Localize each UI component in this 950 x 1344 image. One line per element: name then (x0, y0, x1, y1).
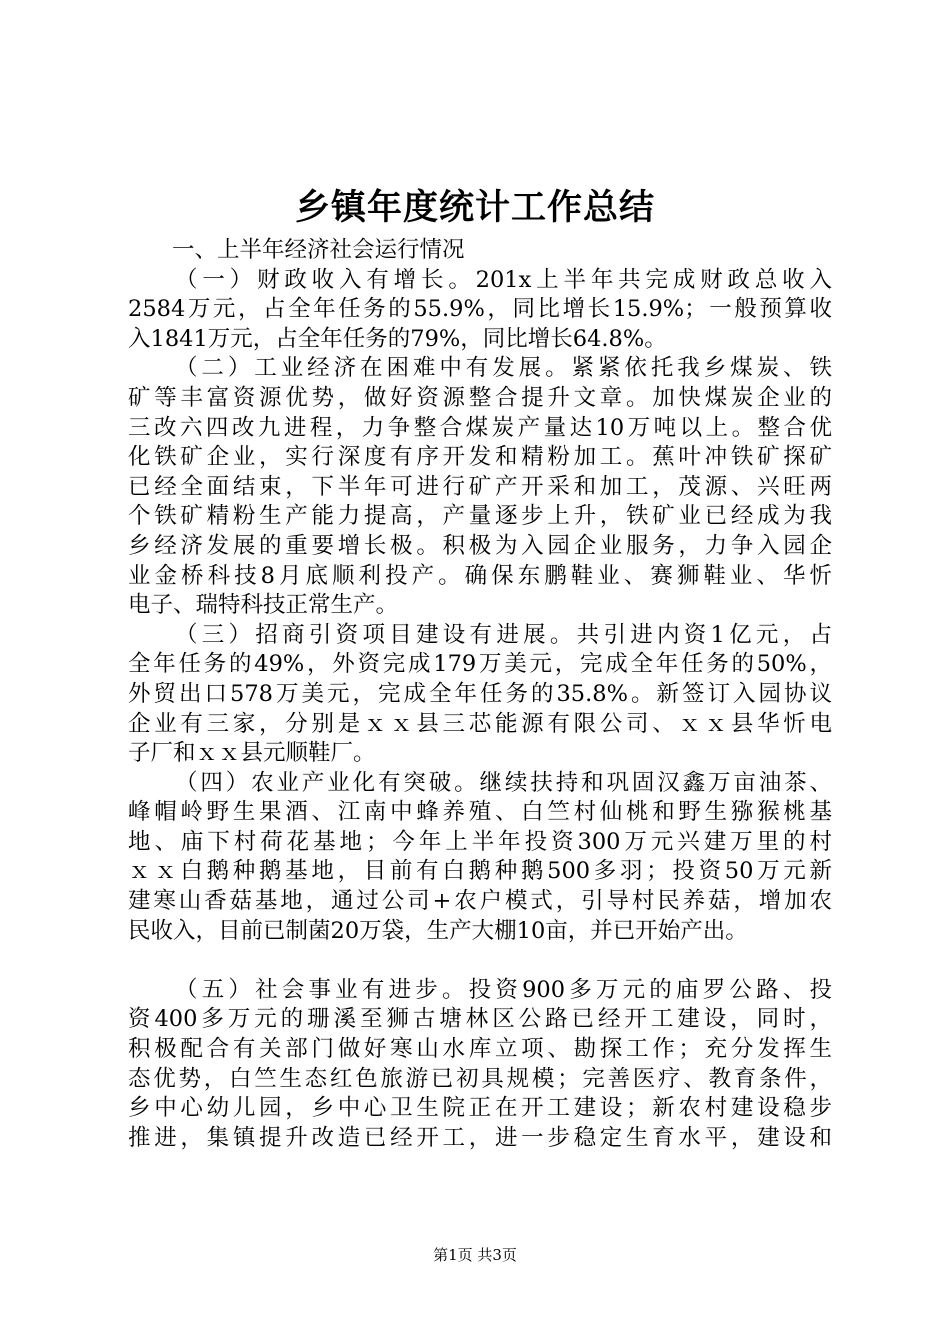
paragraph-line: 入1841万元，占全年任务的79%，同比增长64.8%。 (128, 325, 667, 352)
paragraph-line: 资400多万元的珊溪至狮古塘林区公路已经开工建设，同时， (128, 1006, 832, 1033)
paragraph-line: （一）财政收入有增长。201x上半年共完成财政总收入 (175, 266, 832, 293)
blank-line (128, 946, 832, 976)
paragraph-line: 业金桥科技8月底顺利投产。确保东鹏鞋业、赛狮鞋业、华忻 (128, 562, 832, 589)
paragraph-line: 2584万元，占全年任务的55.9%，同比增长15.9%；一般预算收 (128, 296, 832, 323)
document-body (128, 236, 832, 1153)
paragraph-line: 积极配合有关部门做好寒山水库立项、勘探工作；充分发挥生 (128, 1036, 832, 1063)
page-number-footer: 第1页 共3页 (433, 1246, 517, 1264)
paragraph-line: ｘｘ白鹅种鹅基地，目前有白鹅种鹅500多羽；投资50万元新 (128, 858, 832, 885)
paragraph-line: （五）社会事业有进步。投资900多万元的庙罗公路、投 (175, 976, 832, 1003)
paragraph-line: 外贸出口578万美元，完成全年任务的35.8%。新签订入园协议 (128, 680, 832, 707)
paragraph-line: 地、庙下村荷花基地；今年上半年投资300万元兴建万里的村 (128, 828, 832, 855)
paragraph-line: 企业有三家，分别是ｘｘ县三芯能源有限公司、ｘｘ县华忻电 (128, 710, 832, 737)
paragraph-line: 乡经济发展的重要增长极。积极为入园企业服务，力争入园企 (128, 532, 832, 559)
paragraph-line: 民收入，目前已制菌20万袋，生产大棚10亩，并已开始产出。 (128, 917, 748, 944)
paragraph-line: 化铁矿企业，实行深度有序开发和精粉加工。蕉叶冲铁矿探矿 (128, 444, 832, 471)
paragraph-line: 个铁矿精粉生产能力提高，产量逐步上升，铁矿业已经成为我 (128, 503, 832, 530)
paragraph-line: 电子、瑞特科技正常生产。 (128, 592, 399, 619)
paragraph-line: 建寒山香菇基地，通过公司+农户模式，引导村民养菇，增加农 (128, 888, 832, 915)
paragraph-line: （三）招商引资项目建设有进展。共引进内资1亿元，占 (175, 621, 832, 648)
paragraph-line: 矿等丰富资源优势，做好资源整合提升文章。加快煤炭企业的 (128, 384, 832, 411)
paragraph-line: （二）工业经济在困难中有发展。紧紧依托我乡煤炭、铁 (175, 355, 832, 382)
section-heading: 一、上半年经济社会运行情况 (172, 237, 465, 263)
document-title: 乡镇年度统计工作总结 (294, 187, 655, 228)
paragraph-line: 三改六四改九进程，力争整合煤炭产量达10万吨以上。整合优 (128, 414, 832, 441)
paragraph-line: 乡中心幼儿园，乡中心卫生院正在开工建设；新农村建设稳步 (128, 1095, 832, 1122)
paragraph-line: 推进，集镇提升改造已经开工，进一步稳定生育水平，建设和 (128, 1124, 832, 1151)
paragraph-line: 子厂和ｘｘ县元顺鞋厂。 (128, 740, 376, 767)
paragraph-line: 态优势，白竺生态红色旅游已初具规模；完善医疗、教育条件， (128, 1065, 832, 1092)
paragraph-line: 已经全面结束，下半年可进行矿产开采和加工，茂源、兴旺两 (128, 473, 832, 500)
paragraph-line: 全年任务的49%，外资完成179万美元，完成全年任务的50%， (128, 651, 832, 678)
paragraph-line: （四）农业产业化有突破。继续扶持和巩固汉鑫万亩油茶、 (175, 769, 832, 796)
paragraph-line: 峰帽岭野生果酒、江南中蜂养殖、白竺村仙桃和野生猕猴桃基 (128, 799, 832, 826)
